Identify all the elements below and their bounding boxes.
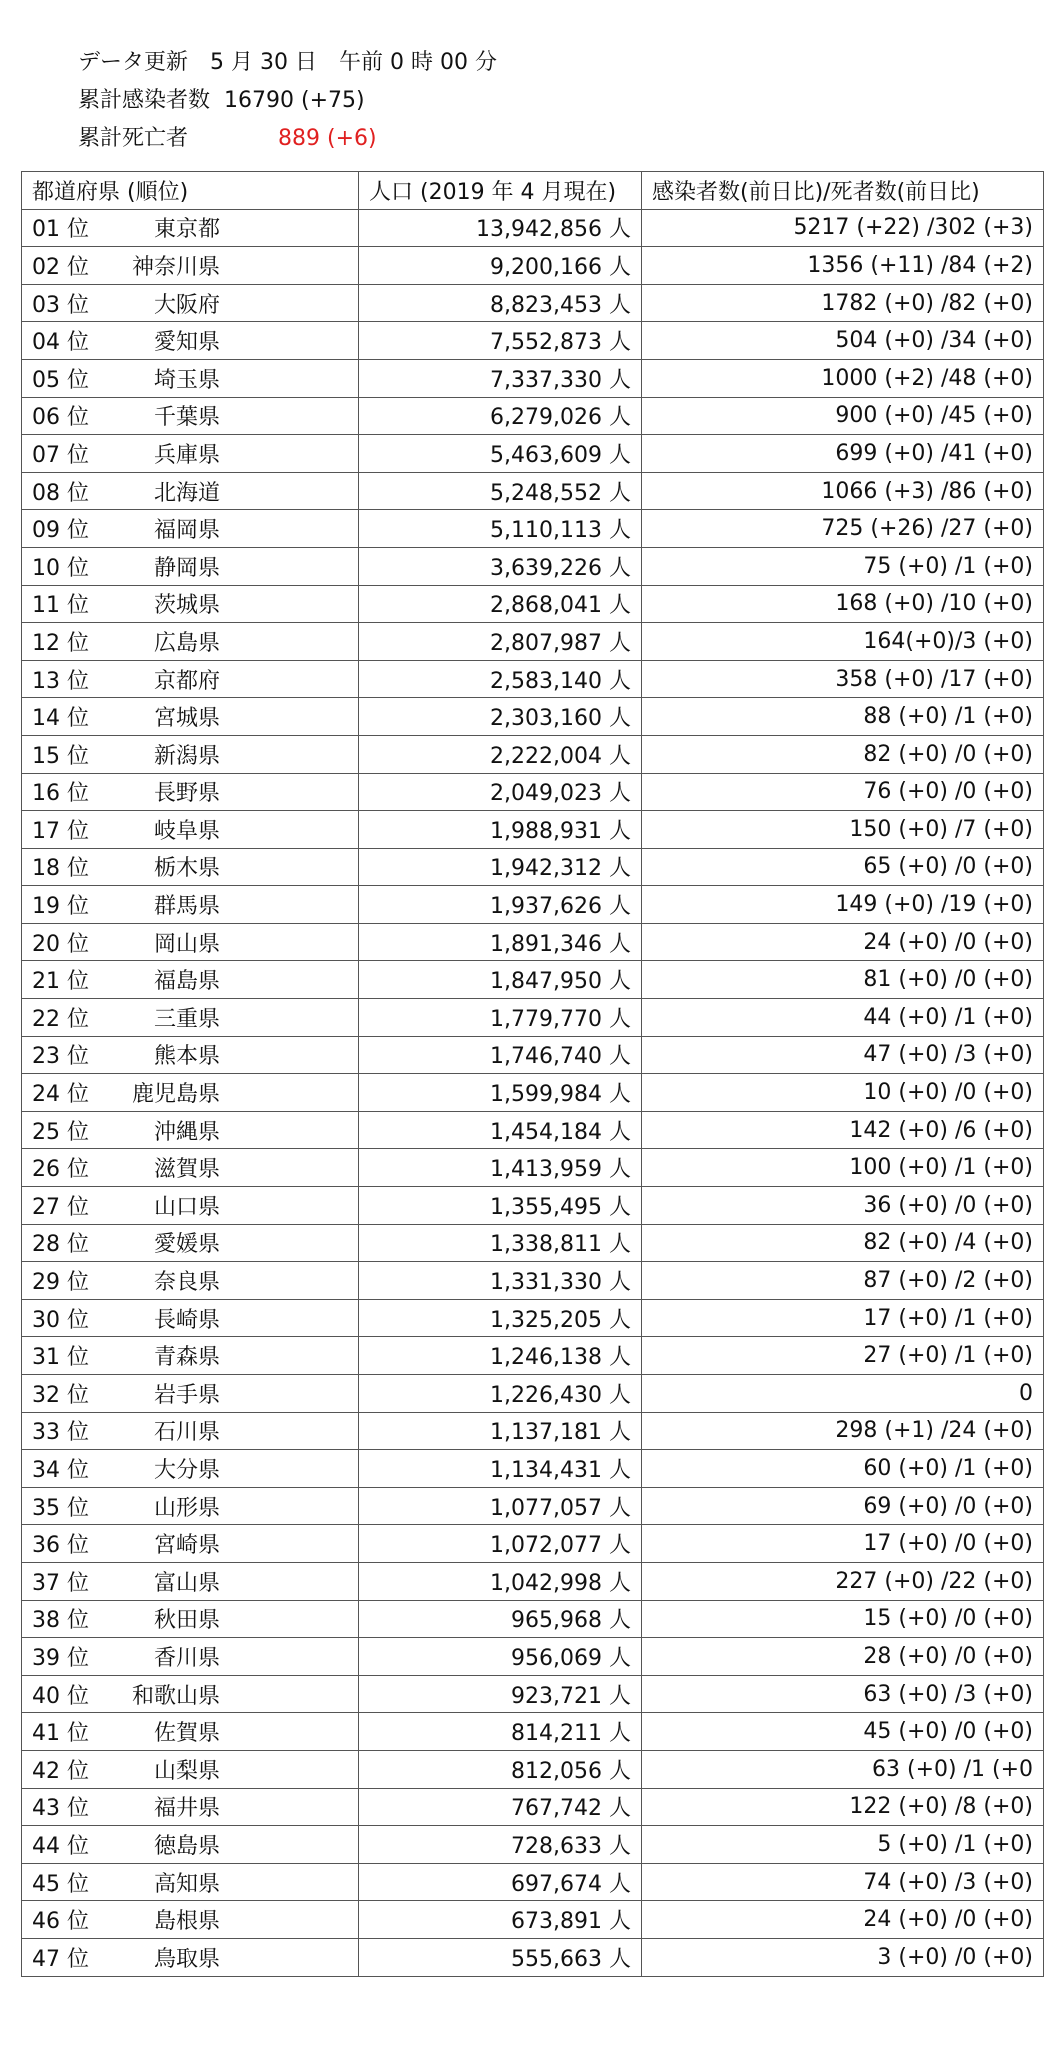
- rank-cell: [22, 397, 359, 435]
- rank-label: 42 位: [32, 1758, 89, 1784]
- cases-deaths-cell: 725 (+26) /27 (+0): [642, 510, 1044, 548]
- cases-deaths-cell: 1356 (+11) /84 (+2): [642, 247, 1044, 285]
- cases-deaths-cell: 1000 (+2) /48 (+0): [642, 359, 1044, 397]
- prefecture-name: 富山県: [153, 1570, 220, 1596]
- table-row: [22, 359, 1044, 397]
- rank-cell: [22, 1901, 359, 1939]
- rank-cell: [22, 1412, 359, 1450]
- rank-cell: [22, 698, 359, 736]
- table-row: [22, 1299, 1044, 1337]
- table-body: [22, 209, 1044, 1976]
- rank-cell: [22, 322, 359, 360]
- prefecture-name: 愛媛県: [153, 1232, 220, 1258]
- rank-label: 41 位: [32, 1721, 89, 1747]
- prefecture-table: [21, 171, 1044, 1977]
- cases-deaths-cell: 10 (+0) /0 (+0): [642, 1074, 1044, 1112]
- population-cell: 814,211 人: [359, 1713, 642, 1751]
- rank-cell: [22, 585, 359, 623]
- rank-label: 17 位: [32, 818, 89, 844]
- prefecture-name: 山形県: [153, 1495, 220, 1521]
- table-row: [22, 698, 1044, 736]
- rank-cell: [22, 923, 359, 961]
- table-row: [22, 1788, 1044, 1826]
- cases-deaths-cell: 24 (+0) /0 (+0): [642, 1901, 1044, 1939]
- rank-label: 32 位: [32, 1382, 89, 1408]
- cases-deaths-cell: 63 (+0) /1 (+0: [642, 1750, 1044, 1788]
- deaths-total-label: 累計死亡者: [78, 126, 189, 151]
- rank-label: 43 位: [32, 1796, 89, 1822]
- rank-label: 10 位: [32, 555, 89, 581]
- population-cell: 2,049,023 人: [359, 773, 642, 811]
- prefecture-name: 山梨県: [153, 1758, 220, 1784]
- rank-cell: [22, 1938, 359, 1976]
- rank-cell: [22, 1600, 359, 1638]
- prefecture-name: 北海道: [153, 480, 220, 506]
- table-row: [22, 1074, 1044, 1112]
- population-cell: 767,742 人: [359, 1788, 642, 1826]
- rank-label: 06 位: [32, 405, 89, 431]
- prefecture-name: 奈良県: [153, 1270, 220, 1296]
- prefecture-name: 大阪府: [153, 292, 220, 318]
- table-row: [22, 1487, 1044, 1525]
- rank-cell: [22, 735, 359, 773]
- population-cell: 1,134,431 人: [359, 1450, 642, 1488]
- cases-deaths-cell: 3 (+0) /0 (+0): [642, 1938, 1044, 1976]
- rank-cell: [22, 284, 359, 322]
- rank-label: 18 位: [32, 856, 89, 882]
- prefecture-name: 岩手県: [153, 1382, 220, 1408]
- table-row: [22, 1938, 1044, 1976]
- population-cell: 923,721 人: [359, 1675, 642, 1713]
- prefecture-name: 福岡県: [153, 518, 220, 544]
- rank-label: 46 位: [32, 1909, 89, 1935]
- rank-label: 09 位: [32, 518, 89, 544]
- update-row: [78, 44, 497, 82]
- rank-label: 25 位: [32, 1119, 89, 1145]
- table-row: [22, 1224, 1044, 1262]
- table-row: [22, 284, 1044, 322]
- prefecture-name: 岐阜県: [153, 818, 220, 844]
- population-cell: 812,056 人: [359, 1750, 642, 1788]
- rank-label: 15 位: [32, 743, 89, 769]
- rank-label: 04 位: [32, 330, 89, 356]
- rank-cell: [22, 472, 359, 510]
- rank-cell: [22, 773, 359, 811]
- population-cell: 1,355,495 人: [359, 1187, 642, 1225]
- table-row: [22, 1826, 1044, 1864]
- table-row: [22, 1600, 1044, 1638]
- population-cell: 1,988,931 人: [359, 811, 642, 849]
- table-row: [22, 1638, 1044, 1676]
- rank-cell: [22, 848, 359, 886]
- table-row: [22, 660, 1044, 698]
- rank-label: 05 位: [32, 367, 89, 393]
- cases-deaths-cell: 900 (+0) /45 (+0): [642, 397, 1044, 435]
- table-row: [22, 1525, 1044, 1563]
- table-row: [22, 623, 1044, 661]
- population-cell: 1,942,312 人: [359, 848, 642, 886]
- rank-cell: [22, 1562, 359, 1600]
- rank-cell: [22, 660, 359, 698]
- header-population: 人口 (2019 年 4 月現在): [359, 172, 642, 210]
- header-prefecture-rank: 都道府県 (順位): [22, 172, 359, 210]
- population-cell: 13,942,856 人: [359, 209, 642, 247]
- cases-deaths-cell: 149 (+0) /19 (+0): [642, 886, 1044, 924]
- rank-label: 26 位: [32, 1157, 89, 1183]
- cases-deaths-cell: 5 (+0) /1 (+0): [642, 1826, 1044, 1864]
- population-cell: 1,779,770 人: [359, 999, 642, 1037]
- cases-deaths-cell: 17 (+0) /0 (+0): [642, 1525, 1044, 1563]
- rank-cell: [22, 1262, 359, 1300]
- rank-label: 29 位: [32, 1270, 89, 1296]
- population-cell: 5,248,552 人: [359, 472, 642, 510]
- rank-label: 40 位: [32, 1683, 89, 1709]
- table-row: [22, 848, 1044, 886]
- table-row: [22, 547, 1044, 585]
- cases-deaths-cell: 63 (+0) /3 (+0): [642, 1675, 1044, 1713]
- rank-label: 23 位: [32, 1044, 89, 1070]
- table-row: [22, 510, 1044, 548]
- population-cell: 1,937,626 人: [359, 886, 642, 924]
- rank-cell: [22, 811, 359, 849]
- population-cell: 956,069 人: [359, 1638, 642, 1676]
- cases-deaths-cell: 15 (+0) /0 (+0): [642, 1600, 1044, 1638]
- cases-deaths-cell: 358 (+0) /17 (+0): [642, 660, 1044, 698]
- table-row: [22, 1337, 1044, 1375]
- cases-deaths-cell: 0: [642, 1375, 1044, 1413]
- rank-label: 38 位: [32, 1608, 89, 1634]
- rank-cell: [22, 1337, 359, 1375]
- rank-cell: [22, 1487, 359, 1525]
- rank-cell: [22, 1299, 359, 1337]
- rank-label: 11 位: [32, 593, 89, 619]
- rank-cell: [22, 886, 359, 924]
- prefecture-name: 栃木県: [153, 856, 220, 882]
- cases-deaths-cell: 5217 (+22) /302 (+3): [642, 209, 1044, 247]
- table-row: [22, 1262, 1044, 1300]
- cases-deaths-cell: 699 (+0) /41 (+0): [642, 435, 1044, 473]
- prefecture-name: 山口県: [153, 1194, 220, 1220]
- rank-cell: [22, 1788, 359, 1826]
- prefecture-name: 香川県: [153, 1645, 220, 1671]
- rank-label: 33 位: [32, 1420, 89, 1446]
- rank-cell: [22, 1149, 359, 1187]
- table-row: [22, 1675, 1044, 1713]
- prefecture-name: 宮城県: [153, 706, 220, 732]
- prefecture-name: 福井県: [153, 1796, 220, 1822]
- cases-deaths-cell: 82 (+0) /0 (+0): [642, 735, 1044, 773]
- prefecture-name: 群馬県: [153, 894, 220, 920]
- cases-deaths-cell: 28 (+0) /0 (+0): [642, 1638, 1044, 1676]
- cases-deaths-cell: 1782 (+0) /82 (+0): [642, 284, 1044, 322]
- rank-label: 36 位: [32, 1533, 89, 1559]
- population-cell: 1,137,181 人: [359, 1412, 642, 1450]
- prefecture-name: 静岡県: [153, 555, 220, 581]
- cases-total-label: 累計感染者数: [78, 88, 211, 113]
- rank-label: 02 位: [32, 254, 89, 280]
- prefecture-name: 秋田県: [153, 1608, 220, 1634]
- deaths-total-value: 889 (+6): [278, 126, 377, 151]
- cases-deaths-cell: 76 (+0) /0 (+0): [642, 773, 1044, 811]
- population-cell: 1,891,346 人: [359, 923, 642, 961]
- cases-deaths-cell: 142 (+0) /6 (+0): [642, 1111, 1044, 1149]
- rank-cell: [22, 547, 359, 585]
- population-cell: 2,222,004 人: [359, 735, 642, 773]
- cases-deaths-cell: 88 (+0) /1 (+0): [642, 698, 1044, 736]
- prefecture-name: 神奈川県: [131, 254, 220, 280]
- table-row: [22, 322, 1044, 360]
- rank-cell: [22, 1638, 359, 1676]
- cases-deaths-cell: 1066 (+3) /86 (+0): [642, 472, 1044, 510]
- cases-deaths-cell: 82 (+0) /4 (+0): [642, 1224, 1044, 1262]
- population-cell: 5,110,113 人: [359, 510, 642, 548]
- table-row: [22, 209, 1044, 247]
- rank-cell: [22, 1450, 359, 1488]
- cases-deaths-cell: 168 (+0) /10 (+0): [642, 585, 1044, 623]
- population-cell: 1,599,984 人: [359, 1074, 642, 1112]
- table-row: [22, 1863, 1044, 1901]
- rank-label: 31 位: [32, 1345, 89, 1371]
- population-cell: 1,338,811 人: [359, 1224, 642, 1262]
- population-cell: 2,303,160 人: [359, 698, 642, 736]
- population-cell: 965,968 人: [359, 1600, 642, 1638]
- prefecture-name: 埼玉県: [153, 367, 220, 393]
- table-row: [22, 1111, 1044, 1149]
- cases-deaths-cell: 45 (+0) /0 (+0): [642, 1713, 1044, 1751]
- rank-label: 37 位: [32, 1570, 89, 1596]
- population-cell: 3,639,226 人: [359, 547, 642, 585]
- rank-label: 14 位: [32, 706, 89, 732]
- rank-label: 27 位: [32, 1194, 89, 1220]
- cases-total-value: 16790 (+75): [224, 88, 365, 113]
- rank-label: 34 位: [32, 1457, 89, 1483]
- rank-label: 28 位: [32, 1232, 89, 1258]
- rank-label: 21 位: [32, 969, 89, 995]
- cases-deaths-cell: 36 (+0) /0 (+0): [642, 1187, 1044, 1225]
- prefecture-name: 青森県: [153, 1345, 220, 1371]
- prefecture-name: 徳島県: [153, 1833, 220, 1859]
- table-row: [22, 1036, 1044, 1074]
- rank-cell: [22, 1750, 359, 1788]
- rank-cell: [22, 1713, 359, 1751]
- prefecture-name: 石川県: [153, 1420, 220, 1446]
- cases-deaths-cell: 69 (+0) /0 (+0): [642, 1487, 1044, 1525]
- table-row: [22, 1713, 1044, 1751]
- cases-deaths-cell: 24 (+0) /0 (+0): [642, 923, 1044, 961]
- rank-label: 39 位: [32, 1645, 89, 1671]
- rank-cell: [22, 1074, 359, 1112]
- table-row: [22, 1750, 1044, 1788]
- rank-label: 22 位: [32, 1006, 89, 1032]
- table-row: [22, 999, 1044, 1037]
- rank-cell: [22, 1375, 359, 1413]
- prefecture-name: 岡山県: [153, 931, 220, 957]
- rank-cell: [22, 1187, 359, 1225]
- cases-deaths-cell: 65 (+0) /0 (+0): [642, 848, 1044, 886]
- population-cell: 2,583,140 人: [359, 660, 642, 698]
- table-row: [22, 1562, 1044, 1600]
- cases-deaths-cell: 47 (+0) /3 (+0): [642, 1036, 1044, 1074]
- table-header-row: [22, 172, 1044, 210]
- table-row: [22, 1375, 1044, 1413]
- table-row: [22, 961, 1044, 999]
- table-row: [22, 585, 1044, 623]
- population-cell: 1,847,950 人: [359, 961, 642, 999]
- prefecture-name: 和歌山県: [131, 1683, 220, 1709]
- rank-cell: [22, 247, 359, 285]
- table-row: [22, 1450, 1044, 1488]
- prefecture-name: 京都府: [153, 668, 220, 694]
- population-cell: 2,807,987 人: [359, 623, 642, 661]
- prefecture-name: 茨城県: [153, 593, 220, 619]
- population-cell: 1,042,998 人: [359, 1562, 642, 1600]
- population-cell: 1,331,330 人: [359, 1262, 642, 1300]
- table-row: [22, 1412, 1044, 1450]
- prefecture-name: 広島県: [153, 630, 220, 656]
- table-row: [22, 397, 1044, 435]
- population-cell: 1,413,959 人: [359, 1149, 642, 1187]
- cases-total-row: [78, 82, 497, 120]
- rank-cell: [22, 1826, 359, 1864]
- cases-deaths-cell: 87 (+0) /2 (+0): [642, 1262, 1044, 1300]
- update-label: データ更新: [78, 50, 189, 75]
- cases-deaths-cell: 227 (+0) /22 (+0): [642, 1562, 1044, 1600]
- prefecture-name: 滋賀県: [153, 1157, 220, 1183]
- population-cell: 5,463,609 人: [359, 435, 642, 473]
- rank-label: 44 位: [32, 1833, 89, 1859]
- population-cell: 7,337,330 人: [359, 359, 642, 397]
- prefecture-name: 三重県: [153, 1006, 220, 1032]
- rank-cell: [22, 1863, 359, 1901]
- prefecture-name: 新潟県: [153, 743, 220, 769]
- prefecture-name: 沖縄県: [153, 1119, 220, 1145]
- prefecture-name: 佐賀県: [153, 1721, 220, 1747]
- rank-cell: [22, 623, 359, 661]
- population-cell: 1,226,430 人: [359, 1375, 642, 1413]
- cases-deaths-cell: 27 (+0) /1 (+0): [642, 1337, 1044, 1375]
- cases-deaths-cell: 74 (+0) /3 (+0): [642, 1863, 1044, 1901]
- prefecture-name: 千葉県: [153, 405, 220, 431]
- rank-label: 24 位: [32, 1082, 89, 1108]
- population-cell: 9,200,166 人: [359, 247, 642, 285]
- population-cell: 555,663 人: [359, 1938, 642, 1976]
- population-cell: 673,891 人: [359, 1901, 642, 1939]
- rank-label: 12 位: [32, 630, 89, 656]
- prefecture-name: 鹿児島県: [131, 1082, 220, 1108]
- update-value: 5 月 30 日 午前 0 時 00 分: [210, 50, 497, 75]
- rank-cell: [22, 1111, 359, 1149]
- cases-deaths-cell: 60 (+0) /1 (+0): [642, 1450, 1044, 1488]
- deaths-total-row: [78, 120, 497, 158]
- rank-cell: [22, 999, 359, 1037]
- population-cell: 1,746,740 人: [359, 1036, 642, 1074]
- rank-label: 35 位: [32, 1495, 89, 1521]
- population-cell: 697,674 人: [359, 1863, 642, 1901]
- cases-deaths-cell: 100 (+0) /1 (+0): [642, 1149, 1044, 1187]
- prefecture-name: 島根県: [153, 1909, 220, 1935]
- rank-label: 01 位: [32, 217, 89, 243]
- prefecture-name: 長崎県: [153, 1307, 220, 1333]
- cases-deaths-cell: 44 (+0) /1 (+0): [642, 999, 1044, 1037]
- cases-deaths-cell: 17 (+0) /1 (+0): [642, 1299, 1044, 1337]
- cases-deaths-cell: 81 (+0) /0 (+0): [642, 961, 1044, 999]
- cases-deaths-cell: 164(+0)/3 (+0): [642, 623, 1044, 661]
- prefecture-name: 長野県: [153, 781, 220, 807]
- table-row: [22, 1901, 1044, 1939]
- cases-deaths-cell: 122 (+0) /8 (+0): [642, 1788, 1044, 1826]
- population-cell: 1,246,138 人: [359, 1337, 642, 1375]
- rank-label: 16 位: [32, 781, 89, 807]
- cases-deaths-cell: 504 (+0) /34 (+0): [642, 322, 1044, 360]
- cases-deaths-cell: 75 (+0) /1 (+0): [642, 547, 1044, 585]
- population-cell: 7,552,873 人: [359, 322, 642, 360]
- rank-cell: [22, 1675, 359, 1713]
- table-row: [22, 735, 1044, 773]
- rank-cell: [22, 359, 359, 397]
- population-cell: 8,823,453 人: [359, 284, 642, 322]
- rank-cell: [22, 435, 359, 473]
- prefecture-name: 鳥取県: [153, 1946, 220, 1972]
- population-cell: 2,868,041 人: [359, 585, 642, 623]
- table-row: [22, 435, 1044, 473]
- prefecture-name: 大分県: [153, 1457, 220, 1483]
- population-cell: 1,072,077 人: [359, 1525, 642, 1563]
- table-row: [22, 472, 1044, 510]
- header-cases-deaths: 感染者数(前日比)/死者数(前日比): [642, 172, 1044, 210]
- cases-deaths-cell: 298 (+1) /24 (+0): [642, 1412, 1044, 1450]
- population-cell: 1,454,184 人: [359, 1111, 642, 1149]
- population-cell: 1,077,057 人: [359, 1487, 642, 1525]
- prefecture-name: 熊本県: [153, 1044, 220, 1070]
- rank-label: 30 位: [32, 1307, 89, 1333]
- rank-cell: [22, 209, 359, 247]
- rank-label: 07 位: [32, 442, 89, 468]
- rank-cell: [22, 1525, 359, 1563]
- rank-cell: [22, 1224, 359, 1262]
- prefecture-name: 福島県: [153, 969, 220, 995]
- rank-label: 47 位: [32, 1946, 89, 1972]
- rank-label: 03 位: [32, 292, 89, 318]
- table-row: [22, 811, 1044, 849]
- rank-cell: [22, 961, 359, 999]
- prefecture-name: 東京都: [153, 217, 220, 243]
- population-cell: 6,279,026 人: [359, 397, 642, 435]
- prefecture-name: 兵庫県: [153, 442, 220, 468]
- rank-label: 19 位: [32, 894, 89, 920]
- cases-deaths-cell: 150 (+0) /7 (+0): [642, 811, 1044, 849]
- rank-label: 08 位: [32, 480, 89, 506]
- prefecture-name: 愛知県: [153, 330, 220, 356]
- table-row: [22, 247, 1044, 285]
- rank-label: 13 位: [32, 668, 89, 694]
- population-cell: 728,633 人: [359, 1826, 642, 1864]
- population-cell: 1,325,205 人: [359, 1299, 642, 1337]
- summary-block: [78, 44, 497, 158]
- table-row: [22, 886, 1044, 924]
- table-row: [22, 773, 1044, 811]
- prefecture-name: 宮崎県: [153, 1533, 220, 1559]
- rank-cell: [22, 510, 359, 548]
- table-row: [22, 1149, 1044, 1187]
- table-row: [22, 1187, 1044, 1225]
- table-row: [22, 923, 1044, 961]
- prefecture-name: 高知県: [153, 1871, 220, 1897]
- rank-cell: [22, 1036, 359, 1074]
- rank-label: 20 位: [32, 931, 89, 957]
- rank-label: 45 位: [32, 1871, 89, 1897]
